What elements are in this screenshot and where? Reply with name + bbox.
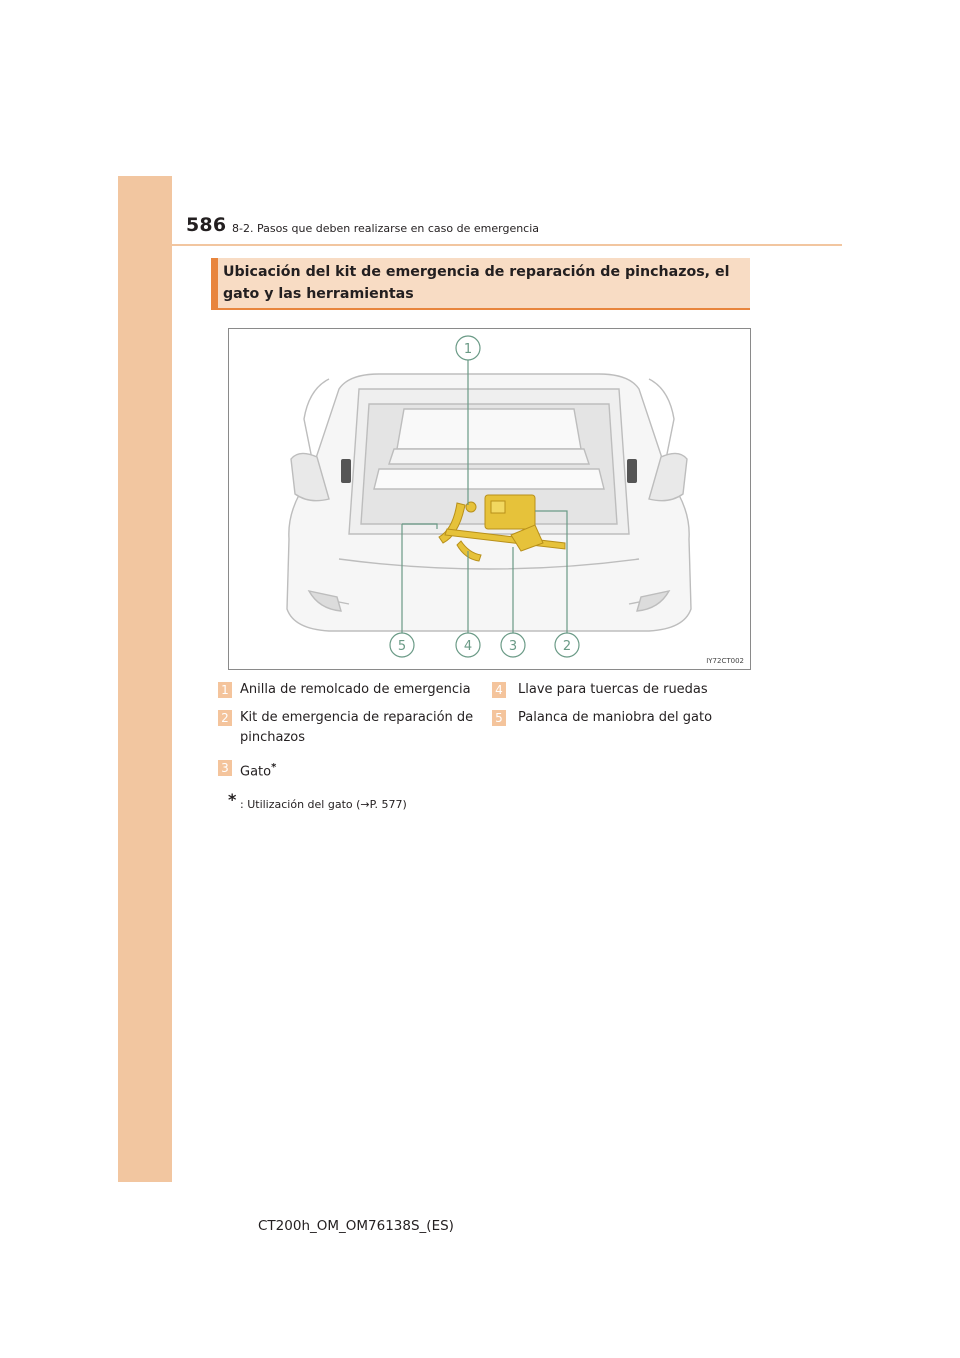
- legend-text: Kit de emergencia de reparación de pinchazos: [240, 710, 474, 745]
- footnote-mark: *: [228, 790, 237, 809]
- legend-number: 3: [218, 760, 232, 776]
- callout-2: 2: [562, 639, 572, 654]
- footnote-text: : Utilización del gato (→P. 577): [240, 798, 407, 811]
- section-title: Ubicación del kit de emergencia de reparación de pinchazos, el gato y las herramientas: [223, 264, 730, 302]
- legend-text: Llave para tuercas de ruedas: [518, 682, 708, 697]
- legend-number: 1: [218, 682, 232, 698]
- image-code: IY72CT002: [706, 657, 744, 665]
- header-rule: [172, 244, 842, 246]
- legend-text: Gato: [240, 764, 272, 780]
- callout-4: 4: [463, 639, 473, 654]
- legend-text: Palanca de maniobra del gato: [518, 710, 713, 725]
- trunk-illustration: [229, 329, 750, 669]
- figure-trunk-illustration: [228, 328, 751, 670]
- callout-1: 1: [463, 342, 473, 357]
- page-number: 586: [186, 214, 227, 236]
- section-header-accent: [211, 258, 218, 308]
- section-header: [211, 258, 750, 310]
- legend-number: 4: [492, 682, 506, 698]
- legend-text: Anilla de remolcado de emergencia: [240, 682, 471, 697]
- running-title: 8-2. Pasos que deben realizarse en caso de emergencia: [232, 222, 540, 235]
- legend-number: 2: [218, 710, 232, 726]
- callout-3: 3: [508, 639, 518, 654]
- legend-number: 5: [492, 710, 506, 726]
- footer-document-code: CT200h_OM_OM76138S_(ES): [258, 1218, 454, 1234]
- footnote-marker: *: [271, 762, 277, 773]
- callout-5: 5: [397, 639, 407, 654]
- side-margin-band: [118, 176, 172, 1182]
- legend-text-wrap: [240, 758, 276, 782]
